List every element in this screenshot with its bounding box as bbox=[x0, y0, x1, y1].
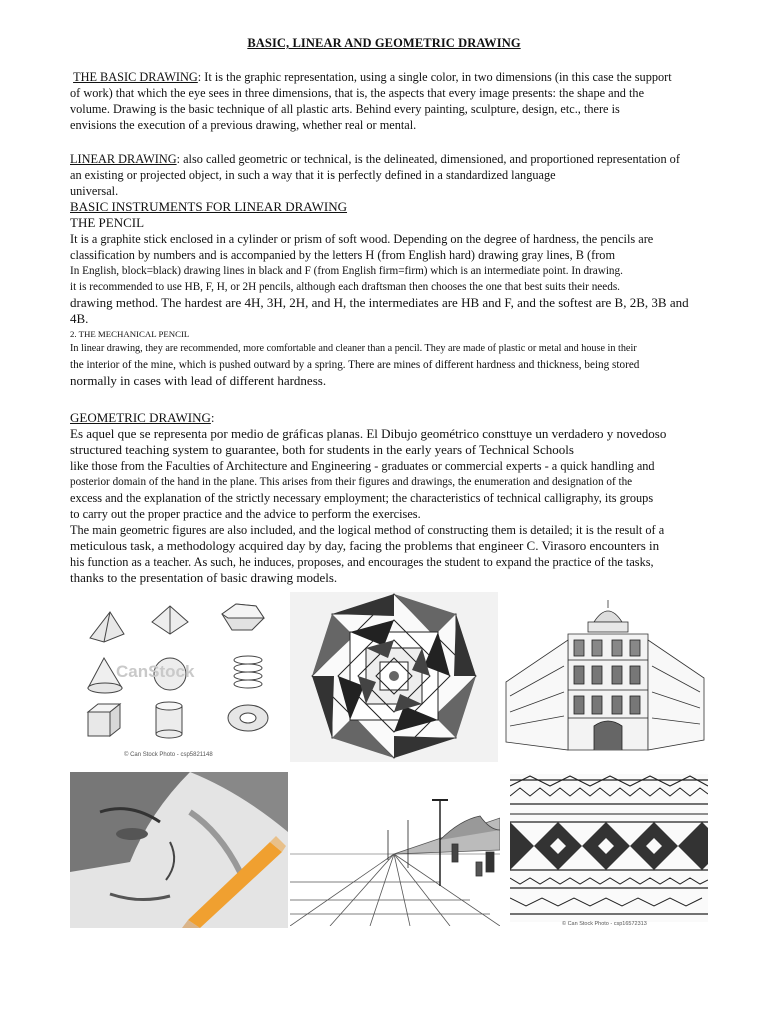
geometric-drawing-text: Es aquel que se representa por medio de gráficas planas. El Dibujo geométrico consttuye un verdadero y novedoso bbox=[70, 426, 667, 441]
ethnic-pattern-image bbox=[510, 774, 708, 928]
pencil-text: drawing method. The hardest are 4H, 3H, 2H, and H, the intermediates are HB and F, and the softest are B, 2B, 3B and bbox=[70, 295, 689, 310]
basic-drawing-text: of work) that which the eye sees in three dimensions, that is, the aspects that every image presents: the shape and the bbox=[70, 86, 645, 100]
document-title: BASIC, LINEAR AND GEOMETRIC DRAWING bbox=[247, 36, 521, 50]
linear-drawing-text: universal. bbox=[70, 184, 119, 198]
instruments-section bbox=[70, 199, 730, 389]
heading-colon: : bbox=[210, 410, 215, 425]
mechanical-pencil-text: normally in cases with lead of different hardness. bbox=[70, 373, 327, 388]
pencil-text: it is recommended to use HB, F, H, or 2H pencils, although each draftsman then chooses the one that best suits their needs. bbox=[70, 281, 620, 293]
mechanical-pencil-text: the interior of the mine, which is pushed outward by a spring. There are mines of different hardness and thickness, being stored bbox=[70, 359, 640, 371]
canstock-watermark: CanStock bbox=[116, 662, 195, 681]
basic-drawing-text: envisions the execution of a previous drawing, whether real or mental. bbox=[70, 118, 417, 132]
geometric-drawing-heading: GEOMETRIC DRAWING bbox=[70, 410, 211, 425]
instruments-heading: BASIC INSTRUMENTS FOR LINEAR DRAWING bbox=[70, 199, 348, 214]
geometric-drawing-text: to carry out the proper practice and the advice to perform the exercises. bbox=[70, 507, 421, 521]
geometric-drawing-text: like those from the Faculties of Architecture and Engineering - graduates or commercial experts - a quick handling and bbox=[70, 459, 655, 473]
pencil-text: 4B. bbox=[70, 311, 89, 326]
mechanical-pencil-heading: 2. THE MECHANICAL PENCIL bbox=[70, 329, 190, 339]
geometric-drawing-text: his function as a teacher. As such, he induces, proposes, and encourages the student to expand the practice of the tasks, bbox=[70, 555, 654, 569]
building-sketch-image bbox=[502, 600, 708, 752]
linear-drawing-text: : also called geometric or technical, is the delineated, dimensioned, and proportioned representation of bbox=[176, 152, 680, 166]
basic-drawing-heading: THE BASIC DRAWING bbox=[73, 70, 198, 84]
geometric-drawing-text: excess and the explanation of the strictly necessary employment; the characteristics of technical calligraphy, its groups bbox=[70, 491, 654, 505]
linear-drawing-heading: LINEAR DRAWING bbox=[70, 152, 177, 166]
image-credit: © Can Stock Photo - csp5821148 bbox=[124, 752, 213, 758]
linear-drawing-section bbox=[70, 151, 730, 199]
geometric-drawing-text: The main geometric figures are also included, and the logical method of constructing them is detailed; it is the result of a bbox=[70, 523, 665, 537]
pencil-text: In English, block=black) drawing lines in black and F (from English firm=firm) which is an intermediate point. In drawing. bbox=[70, 265, 623, 277]
star-pattern-image bbox=[290, 592, 498, 762]
linear-drawing-text: an existing or projected object, in such a way that it is perfectly defined in a standardized language bbox=[70, 168, 556, 182]
pencil-heading: THE PENCIL bbox=[70, 215, 145, 230]
geometric-drawing-section bbox=[70, 410, 730, 586]
pencil-text: It is a graphite stick enclosed in a cylinder or prism of soft wood. Depending on the degree of hardness, the pencils are bbox=[70, 232, 654, 246]
geometric-drawing-text: thanks to the presentation of basic drawing models. bbox=[70, 570, 338, 585]
geometric-drawing-text: structured teaching system to guarantee, both for students in the early years of Technical Schools bbox=[70, 442, 574, 457]
basic-drawing-section bbox=[70, 69, 730, 133]
pencil-text: classification by numbers and is accompanied by the letters H (from English hard) drawing gray lines, B (from bbox=[70, 248, 616, 262]
perspective-street-image bbox=[290, 790, 500, 926]
image-credit: © Can Stock Photo - csp16572313 bbox=[562, 921, 647, 927]
basic-drawing-text: volume. Drawing is the basic technique of all plastic arts. Behind every painting, sculpture, design, etc., there is bbox=[70, 102, 620, 116]
geometric-drawing-text: posterior domain of the hand in the plane. This arises from their figures and drawings, the enumeration and designation of the bbox=[70, 476, 633, 488]
basic-drawing-text: : It is the graphic representation, using a single color, in two dimensions (in this case the support bbox=[197, 70, 672, 84]
geometric-drawing-text: meticulous task, a methodology acquired day by day, facing the problems that engineer C. Virasoro encounters in bbox=[70, 538, 660, 553]
face-sketch-image bbox=[70, 772, 288, 928]
geometric-solids-image bbox=[70, 592, 284, 764]
mechanical-pencil-text: In linear drawing, they are recommended, more comfortable and cleaner than a pencil. They are made of plastic or metal and house in their bbox=[70, 343, 637, 354]
